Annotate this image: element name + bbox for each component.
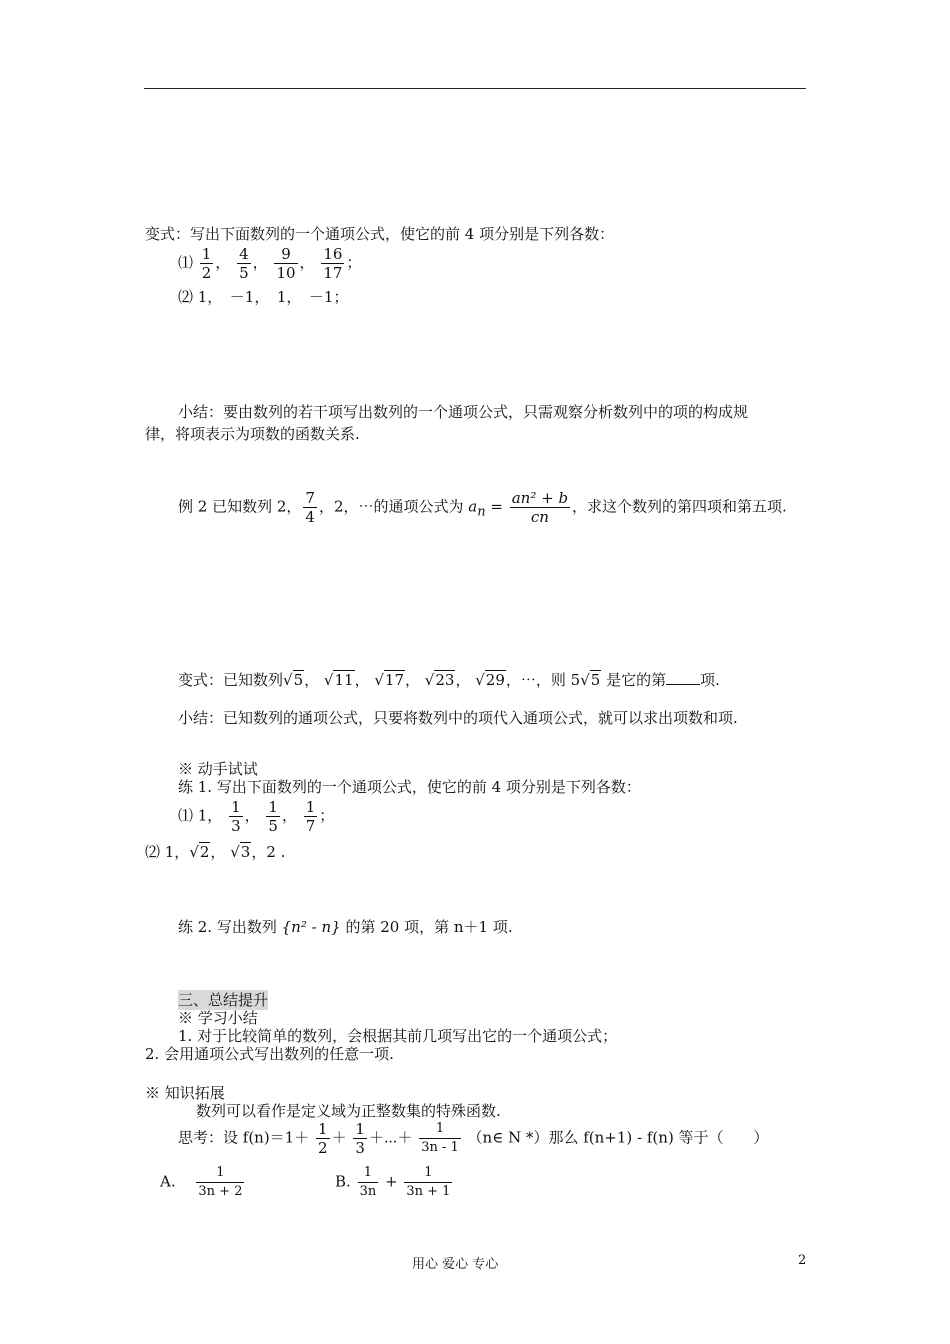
summary1-line1: 小结：要由数列的若干项写出数列的一个通项公式，只需观察分析数列中的项的构成规 xyxy=(178,403,749,421)
sqrt: √23 xyxy=(424,671,455,689)
item-label: ⑴ xyxy=(178,253,194,272)
variant2: 变式：已知数列√5， √11， √17， √23， √29，⋯，则 5√5 是它的第 项. xyxy=(178,671,720,689)
exercise1: 练 1. 写出下面数列的一个通项公式，使它的前 4 项分别是下列各数： xyxy=(178,778,641,796)
variant1-item2: ⑵ 1， －1， 1， －1； xyxy=(178,288,349,306)
fraction: $\frac{1}{5}$ xyxy=(268,798,278,835)
formula-fraction: $\frac{\text{an² + b}}{cn}$ xyxy=(511,489,569,526)
section3-heading: 三、总结提升 xyxy=(178,991,269,1009)
extension-text: 数列可以看作是定义域为正整数集的特殊函数. xyxy=(196,1102,501,1120)
fraction: $\frac{1}{3}$ xyxy=(231,798,241,835)
option-b: B. $\frac{1}{3n}$ + $\frac{1}{3n + 1}$ xyxy=(335,1165,451,1199)
think-question: 思考：设 f(n)＝1＋ $\frac{1}{2}$ ＋ $\frac{1}{3}$ ＋⋯＋ $\frac{1}{3n - 1}$ （n∈ N *）那么 f(n+1) - f(n) 等于（ ） xyxy=(178,1120,769,1157)
fraction: $\frac{7}{4}$ xyxy=(305,489,315,526)
summary1-line2: 律，将项表示为项数的函数关系. xyxy=(145,425,360,443)
fraction: $\frac{1}{3}$ xyxy=(355,1120,365,1157)
fraction: $\frac{1}{7}$ xyxy=(305,798,316,835)
fraction: $\frac{16}{17}$ xyxy=(323,245,343,282)
sqrt: √5 xyxy=(283,671,304,689)
footer-text: 用心 爱心 专心 xyxy=(412,1257,499,1272)
fraction: $\frac{9}{10}$ xyxy=(276,245,296,282)
sequence-set: {n² - n} xyxy=(281,918,341,936)
fraction: $\frac{1}{3n - 1}$ xyxy=(421,1121,459,1155)
extension-heading: ※ 知识拓展 xyxy=(145,1084,225,1102)
sqrt: √17 xyxy=(374,671,404,689)
fraction: $\frac{1}{2}$ xyxy=(318,1120,328,1157)
variant1-item1: ⑴ $\frac{1}{2}$ ， $\frac{4}{5}$ ， $\frac{9}{10}$ ， $\frac{16}{17}$ ； xyxy=(178,245,362,282)
section3-point2: 2. 会用通项公式写出数列的任意一项. xyxy=(145,1045,394,1063)
fraction: $\frac{4}{5}$ xyxy=(239,245,249,282)
fraction: $\frac{1}{3n + 2}$ xyxy=(198,1165,243,1199)
fraction: $\frac{1}{3n}$ xyxy=(359,1165,377,1199)
sqrt: √29 xyxy=(475,671,505,689)
exercise1-item2: ⑵ 1，√2， √3，2 . xyxy=(145,843,286,861)
example2: 例 2 已知数列 2， $\frac{7}{4}$ ，2，⋯的通项公式为 $a_n$ = $\frac{\text{an² + b}}{cn}$ ，求这个数列的第四项和第五项. xyxy=(178,489,787,526)
page-number: 2 xyxy=(798,1253,807,1268)
sqrt: √3 xyxy=(230,843,251,861)
summary2: 小结：已知数列的通项公式，只要将数列中的项代入通项公式，就可以求出项数和项. xyxy=(178,709,738,727)
header-rule xyxy=(144,88,806,89)
answer-blank xyxy=(666,670,700,685)
section3-sub: ※ 学习小结 xyxy=(178,1009,258,1027)
exercise1-item1: ⑴ 1， $\frac{1}{3}$ ， $\frac{1}{5}$ ， $\frac{1}{7}$ ； xyxy=(178,798,335,835)
variant1-title: 变式：写出下面数列的一个通项公式，使它的前 4 项分别是下列各数： xyxy=(145,225,615,243)
fraction: $\frac{1}{3n + 1}$ xyxy=(406,1165,451,1199)
option-a: A. $\frac{1}{3n + 2}$ xyxy=(160,1165,243,1199)
exercise2: 练 2. 写出数列 {n² - n} 的第 20 项，第 n＋1 项. xyxy=(178,918,513,936)
sqrt: √11 xyxy=(323,671,354,689)
sqrt: √5 xyxy=(580,671,601,689)
sqrt: √2 xyxy=(189,843,210,861)
section3-point1: 1. 对于比较简单的数列，会根据其前几项写出它的一个通项公式； xyxy=(178,1027,618,1045)
try-heading: ※ 动手试试 xyxy=(178,760,258,778)
formula-lhs: a xyxy=(468,497,478,516)
fraction: $\frac{1}{2}$ xyxy=(201,245,212,282)
